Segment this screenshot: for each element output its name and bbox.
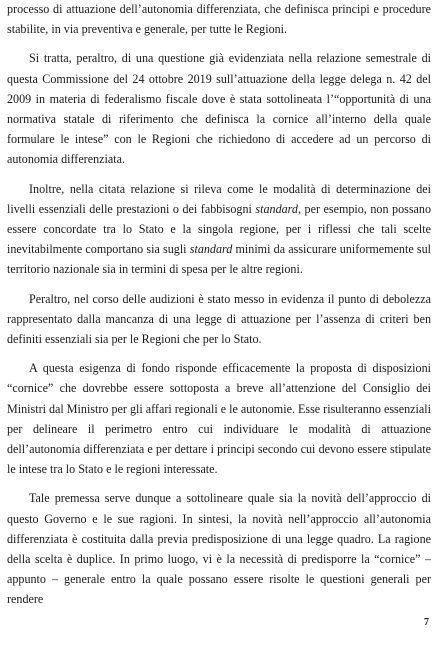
paragraph-4	[7, 289, 431, 350]
paragraph-4-text: Peraltro, nel corso delle audizioni è stato messo in evidenza il punto di debolezza rappresentato dalla mancanza di una legge di attuazione per l’assenza di criteri ben definiti essenziali sia per le Regioni che per lo Stato.	[7, 291, 431, 347]
paragraph-5	[7, 358, 431, 479]
paragraph-3-text-b: , per esempio, non possano essere concordate tra lo Stato e la singola regione, per i riflessi che tali scelte inevitabilmente comportano sia sugli	[7, 201, 432, 257]
paragraph-2-text: Si tratta, peraltro, di una questione già evidenziata nella relazione semestrale di questa Commissione del 24 ottobre 2019 sull’attuazione della legge delega n. 42 del 2009 in materia di federalismo fiscale dove è stata sottolineata l’“opportunità di una normativa statale di riferimento che definisca la cornice all’interno della quale formulare le intese” con le Regioni che richiedono di accedere ad un percorso di autonomia differenziata.	[7, 51, 431, 167]
paragraph-3	[7, 179, 431, 280]
paragraph-3-text-c: minimi da assicurare uniformemente sul territorio nazionale sia in termini di spesa per le altre regioni.	[7, 242, 432, 277]
paragraph-6	[7, 488, 431, 609]
page-number: 7	[424, 617, 429, 628]
paragraph-6-text: Tale premessa serve dunque a sottolineare quale sia la novità dell’approccio di questo Governo e le sue ragioni. In sintesi, la novità nell’approccio all’autonomia differenziata è costituita dalla previa predisposizione di una legge quadro. La ragione della scelta è duplice. In primo luogo, vi è la necessità di predisporre la “cornice” – appunto – generale entro la quale possano essere risolte le questioni generali per rendere	[7, 491, 431, 607]
paragraph-1-text: processo di attuazione dell’autonomia differenziata, che definisca principi e procedure stabilite, in via preventiva e generale, per tutte le Regioni.	[7, 2, 431, 37]
paragraph-3-text-a: Inoltre, nella citata relazione si rileva come le modalità di determinazione dei livelli essenziali delle prestazioni o dei fabbisogni	[7, 181, 431, 216]
paragraph-5-text: A questa esigenza di fondo risponde efficacemente la proposta di disposizioni “cornice” che dovrebbe essere sottoposta a breve all’attenzione del Consiglio dei Ministri dal Ministro per gli affari regionali e le autonomie. Esse risulteranno essenziali per delineare il perimetro entro cui individuare le modalità di attuazione dell’autonomia differenziata e per dettare i principi secondo cui devono essere stipulate le intese tra lo Stato e le regioni interessate.	[7, 361, 431, 477]
paragraph-3-italic-term: standard	[189, 242, 233, 257]
paragraph-3-italic-term: standard	[255, 201, 298, 216]
paragraph-1	[7, 0, 431, 39]
body-text	[7, 0, 431, 610]
paragraph-2	[7, 48, 431, 169]
